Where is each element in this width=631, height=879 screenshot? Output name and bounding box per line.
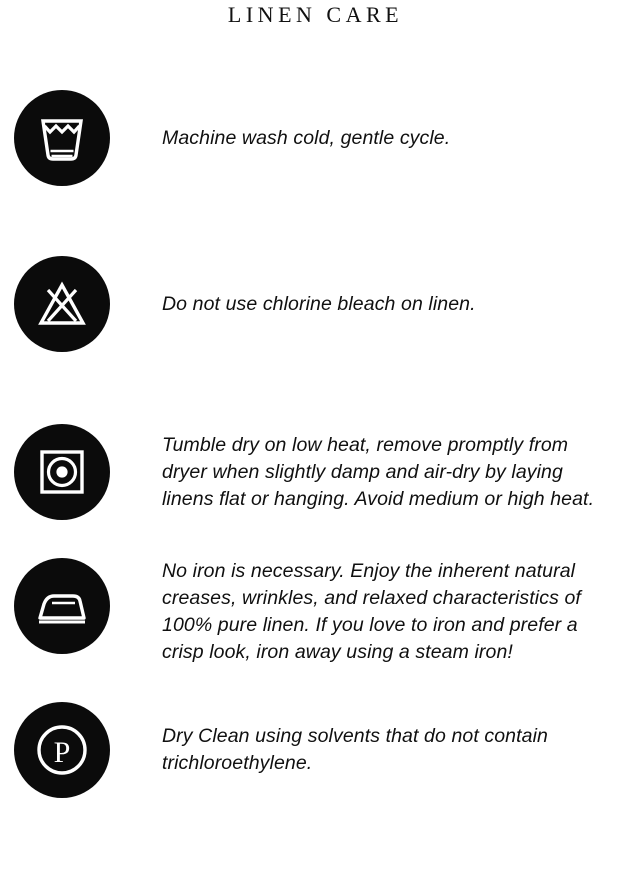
list-item bbox=[0, 256, 631, 352]
do-not-bleach-icon bbox=[14, 256, 110, 352]
page-title: LINEN CARE bbox=[227, 2, 404, 27]
text-cell bbox=[110, 702, 617, 798]
svg-text:P: P bbox=[53, 736, 71, 769]
care-instruction-list bbox=[0, 90, 631, 798]
icon-cell bbox=[14, 558, 110, 654]
text-cell bbox=[110, 256, 617, 352]
list-item bbox=[0, 424, 631, 520]
care-instruction-text: Tumble dry on low heat, remove promptly from dryer when slightly damp and air-dry by laying linens flat or hanging. Avoid medium or high heat. bbox=[162, 433, 595, 510]
care-instruction-text: Do not use chlorine bleach on linen. bbox=[162, 292, 476, 315]
text-cell bbox=[110, 558, 617, 666]
tumble-dry-low-icon bbox=[14, 424, 110, 520]
text-cell bbox=[110, 90, 617, 186]
icon-cell bbox=[14, 424, 110, 520]
list-item bbox=[0, 90, 631, 186]
iron-icon bbox=[14, 558, 110, 654]
list-item bbox=[0, 558, 631, 666]
text-cell bbox=[110, 424, 617, 520]
care-instruction-text: Machine wash cold, gentle cycle. bbox=[162, 126, 451, 149]
list-item bbox=[0, 702, 631, 798]
icon-cell bbox=[14, 256, 110, 352]
care-instruction-text: No iron is necessary. Enjoy the inherent natural creases, wrinkles, and relaxed characteristics of 100% pure linen. If you love to iron and prefer a crisp look, iron away using a steam iron! bbox=[162, 560, 581, 663]
care-instruction-text: Dry Clean using solvents that do not contain trichloroethylene. bbox=[162, 725, 548, 774]
machine-wash-cold-icon bbox=[14, 90, 110, 186]
dry-clean-p-icon bbox=[14, 702, 110, 798]
icon-cell bbox=[14, 702, 110, 798]
icon-cell bbox=[14, 90, 110, 186]
